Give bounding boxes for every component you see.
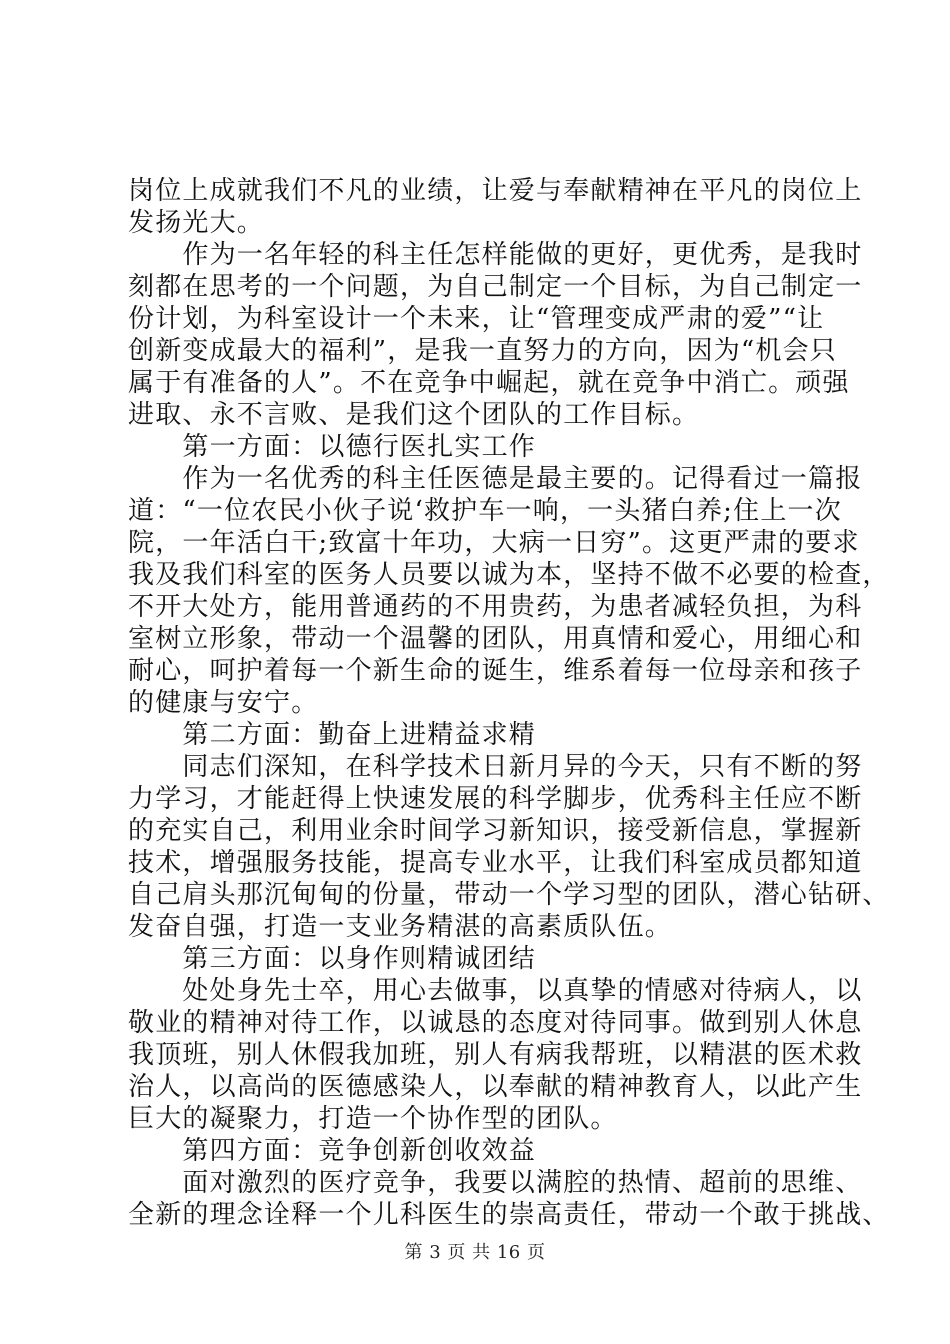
text-line: 作为一名年轻的科主任怎样能做的更好，更优秀，是我时 xyxy=(128,240,863,270)
text-line: 作为一名优秀的科主任医德是最主要的。记得看过一篇报 xyxy=(128,464,863,494)
text-line: 进取、永不言败、是我们这个团队的工作目标。 xyxy=(128,400,700,430)
text-line: 力学习，才能赶得上快速发展的科学脚步，优秀科主任应不断 xyxy=(128,784,863,814)
text-line: 份计划，为科室设计一个未来，让“管理变成严肃的爱”“让 xyxy=(128,304,825,334)
text-line: 院，一年活白干;致富十年功，大病一日穷”。这更严肃的要求 xyxy=(128,528,860,558)
text-line: 全新的理念诠释一个儿科医生的崇高责任，带动一个敢于挑战、 xyxy=(128,1200,890,1230)
text-line: 道：“一位农民小伙子说‘救护车一响，一头猪白养;住上一次 xyxy=(128,496,842,526)
text-line: 面对激烈的医疗竞争，我要以满腔的热情、超前的思维、 xyxy=(128,1168,863,1198)
text-line: 岗位上成就我们不凡的业绩，让爱与奉献精神在平凡的岗位上 xyxy=(128,176,863,206)
text-line: 刻都在思考的一个问题，为自己制定一个目标，为自己制定一 xyxy=(128,272,863,302)
text-line: 的充实自己，利用业余时间学习新知识，接受新信息，掌握新 xyxy=(128,816,863,846)
text-line: 属于有准备的人”。不在竞争中崛起，就在竞争中消亡。顽强 xyxy=(128,368,850,398)
text-line: 敬业的精神对待工作，以诚恳的态度对待同事。做到别人休息 xyxy=(128,1008,863,1038)
text-line: 自己肩头那沉甸甸的份量，带动一个学习型的团队，潜心钻研、 xyxy=(128,880,890,910)
section-heading: 第一方面：以德行医扎实工作 xyxy=(128,432,537,462)
section-heading: 第四方面：竞争创新创收效益 xyxy=(128,1136,537,1166)
page-number-footer: 第 3 页 共 16 页 xyxy=(404,1242,546,1263)
text-line: 巨大的凝聚力，打造一个协作型的团队。 xyxy=(128,1104,618,1134)
text-line: 处处身先士卒，用心去做事，以真挚的情感对待病人，以 xyxy=(128,976,863,1006)
text-line: 不开大处方，能用普通药的不用贵药，为患者减轻负担，为科 xyxy=(128,592,863,622)
text-line: 创新变成最大的福利”，是我一直努力的方向，因为“机会只 xyxy=(128,336,837,366)
section-heading: 第三方面：以身作则精诚团结 xyxy=(128,944,537,974)
text-line: 室树立形象，带动一个温馨的团队，用真情和爱心，用细心和 xyxy=(128,624,863,654)
text-line: 的健康与安宁。 xyxy=(128,688,319,718)
text-line: 我及我们科室的医务人员要以诚为本，坚持不做不必要的检查， xyxy=(128,560,890,590)
text-line: 同志们深知，在科学技术日新月异的今天，只有不断的努 xyxy=(128,752,863,782)
text-line: 治人，以高尚的医德感染人，以奉献的精神教育人，以此产生 xyxy=(128,1072,863,1102)
text-line: 我顶班，别人休假我加班，别人有病我帮班，以精湛的医术救 xyxy=(128,1040,863,1070)
text-line: 发扬光大。 xyxy=(128,208,265,238)
text-line: 技术，增强服务技能，提高专业水平，让我们科室成员都知道 xyxy=(128,848,863,878)
text-line: 发奋自强，打造一支业务精湛的高素质队伍。 xyxy=(128,912,673,942)
text-line: 耐心，呵护着每一个新生命的诞生，维系着每一位母亲和孩子 xyxy=(128,656,863,686)
section-heading: 第二方面：勤奋上进精益求精 xyxy=(128,720,537,750)
